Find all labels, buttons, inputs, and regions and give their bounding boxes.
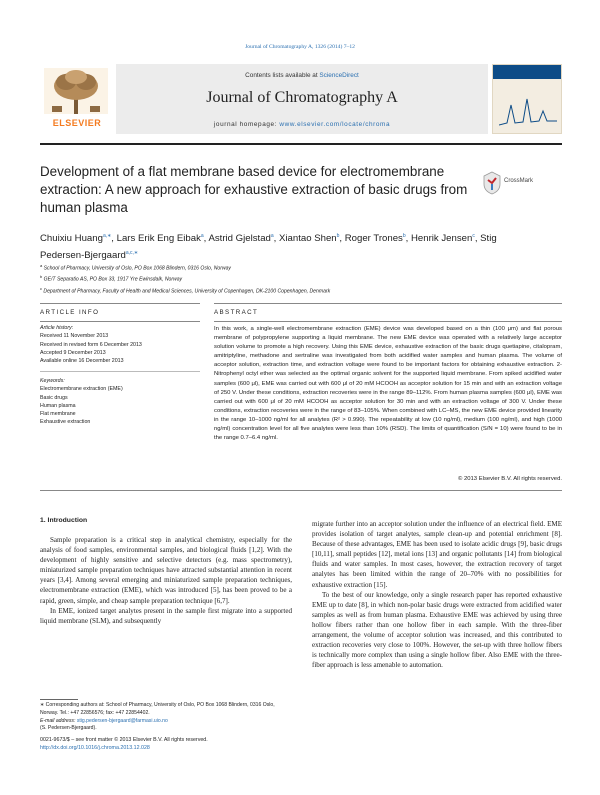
author[interactable]: Xiantao Shen$^b$ <box>279 233 340 245</box>
doi-link[interactable]: http://dx.doi.org/10.1016/j.chroma.2013.12.028 <box>40 744 150 751</box>
author[interactable]: Henrik Jensen$^c$ <box>410 233 475 245</box>
journal-masthead <box>40 64 562 144</box>
corresponding-note: ∗ Corresponding authors at: School of Pharmacy, University of Oslo, PO Box 1068 Blindern, 0316 Oslo, Norway. Tel.: +47 22856576; fax: +47 22854402. <box>40 702 275 716</box>
article-info-heading: ARTICLE INFO <box>40 309 100 316</box>
journal-banner <box>116 64 488 134</box>
crossmark-icon <box>482 171 502 195</box>
keyword: Basic drugs <box>40 394 68 401</box>
article-history <box>40 324 200 365</box>
cover-chromatogram-icon <box>499 95 557 129</box>
footnote-rule <box>40 699 78 700</box>
keyword: Electromembrane extraction (EME) <box>40 386 123 393</box>
author[interactable]: Lars Erik Eng Eibak$^a$ <box>116 233 204 245</box>
cover-band <box>493 65 561 79</box>
abstract-rule <box>214 321 562 322</box>
history-item: Received 11 November 2013 <box>40 333 109 340</box>
article-title: Development of a flat membrane based device for electromembrane extraction: A new approach for exhaustive extraction of basic drugs from human plasma <box>40 164 468 215</box>
issn-line: 0021-9673/$ – see front matter © 2013 Elsevier B.V. All rights reserved. <box>40 737 208 743</box>
article-info-rule <box>40 321 200 322</box>
masthead-rule <box>40 143 562 145</box>
email-note <box>40 718 292 726</box>
affiliation-c: $^c$ Department of Pharmacy, Faculty of Health and Medical Sciences, University of Copenhagen, DK-2100 Copenhagen, Denmark <box>40 285 331 295</box>
history-item: Received in revised form 6 December 2013 <box>40 341 142 348</box>
elsevier-tree-icon <box>44 68 108 114</box>
keywords-rule <box>40 371 200 372</box>
publisher-logo-block <box>40 64 114 134</box>
article-info-top-rule <box>40 303 200 304</box>
keywords-label: Keywords: <box>40 378 65 384</box>
abstract-top-rule <box>214 303 562 304</box>
body-paragraph: In EME, ionized target analytes present in the sample first migrate into a supported liquid membrane (SLM), and subsequently <box>40 606 292 625</box>
homepage-link[interactable]: www.elsevier.com/locate/chroma <box>279 121 391 128</box>
journal-homepage <box>116 121 488 128</box>
page-footer <box>40 737 440 752</box>
abstract-text <box>214 325 562 443</box>
author[interactable]: Roger Trones$^b$ <box>344 233 406 245</box>
history-label: Article history: <box>40 325 74 331</box>
author-list: Chuixiu Huang$^{a,∗}$, Lars Erik Eng Eibak$^a$, Astrid Gjelstad$^a$, Xiantao Shen$^b$, Roger Trones$^b$, Henrik Jensen$^c$, Stig Pedersen-Bjergaard$^{a,c,∗}$ <box>40 233 497 262</box>
contents-prefix: Contents lists available at <box>245 72 320 79</box>
footnotes <box>40 702 292 733</box>
sciencedirect-link[interactable]: ScienceDirect <box>319 72 359 79</box>
abstract-paragraph: In this work, a single-well electromembrane extraction (EME) device was developed based on a thin (100 μm) and flat porous membrane of polypropylene supporting a liquid membrane. The new EME device was operated with a relatively large acceptor solution volume to promote a high recovery. Using this EME device, exhaustive extraction of the basic drugs quetiapine, citalopram, amitriptyline, methadone and sertraline was investigated from both acidified water samples and human plasma. The volume of acceptor solution, extraction time, and extraction voltage were found to be important factors for obtaining exhaustive extraction. 2-Nitrophenyl octyl ether was selected as the optimal organic solvent for the supported liquid membrane. From spiked acidified water samples (600 μl), EME was carried out with 600 μl of 20 mM HCOOH as acceptor solution for 15 min and with an extraction voltage of 250 V. Under these conditions, extraction recoveries were in the range 89–112%. From human plasma samples (600 μl), EME was carried out with 600 μl of 20 mM HCOOH as acceptor solution for 30 min and with an extraction voltage of 300 V. Under these conditions, extraction recoveries were in the range of 83–105%. When combined with LC–MS, the new EME device provided linearity in the range 10–1000 ng/ml for all analytes (R² > 0.990). The repeatability at low (10 ng/ml), medium (100 ng/ml), and high (1000 ng/ml) concentration level for all five analytes were less than 10% (RSD). The limits of quantification (S/N = 10) were found to be in the range 0.7–6.4 ng/ml. <box>214 326 562 442</box>
keyword: Human plasma <box>40 402 76 409</box>
author[interactable]: Chuixiu Huang$^{a,∗}$ <box>40 233 112 245</box>
keyword: Flat membrane <box>40 411 76 418</box>
email-name: (S. Pedersen-Bjergaard). <box>40 725 97 732</box>
author[interactable]: Stig Pedersen-Bjergaard$^{a,c,∗}$ <box>40 233 497 262</box>
running-header[interactable]: Journal of Chromatography A, 1326 (2014) 7–12 <box>245 44 355 50</box>
body-column-left <box>40 535 292 626</box>
keywords <box>40 377 200 427</box>
history-item: Accepted 9 December 2013 <box>40 349 106 356</box>
abstract-bottom-rule <box>40 490 562 491</box>
crossmark-label: CrossMark <box>504 178 534 184</box>
homepage-prefix: journal homepage: <box>213 121 280 128</box>
email-label: E-mail address: <box>40 717 76 724</box>
journal-title: Journal of Chromatography A <box>206 89 398 106</box>
email-link[interactable]: stig.pedersen-bjergaard@farmasi.uio.no <box>76 717 168 724</box>
journal-cover-thumbnail <box>492 64 562 134</box>
keyword: Exhaustive extraction <box>40 419 91 426</box>
publisher-name: ELSEVIER <box>52 118 102 128</box>
history-item: Available online 16 December 2013 <box>40 358 124 365</box>
affiliation-b: $^b$ GE/T Separatio AS, PO Box 33, 1917 Yre Ewinsdalk, Norway <box>40 274 183 283</box>
crossmark-badge[interactable] <box>482 169 562 197</box>
abstract-heading: ABSTRACT <box>214 309 259 316</box>
affiliation-a: $^a$ School of Pharmacy, University of Oslo, PO Box 1068 Blindern, 0316 Oslo, Norway <box>40 263 231 272</box>
affiliations <box>40 262 562 296</box>
body-paragraph: Sample preparation is a critical step in analytical chemistry, especially for the analysis of food samples, environmental samples, and biological fluids [1,2]. With the development of highly sensitive and selective detectors (e.g. mass spectrometry), miniaturized sample preparation techniques have attracted substantial attention in recent years [3,4]. Among several emerging and miniaturized sample preparation techniques, electromembrane extraction (EME), which was introduced [5], has been proved to be a rapid, green, simple, and cheap sample preparation technique [6,7]. <box>40 536 292 605</box>
contents-line <box>116 72 488 79</box>
author[interactable]: Astrid Gjelstad$^a$ <box>208 233 274 245</box>
section-heading: 1. Introduction <box>40 517 88 524</box>
abstract-copyright: © 2013 Elsevier B.V. All rights reserved. <box>458 476 562 482</box>
body-paragraph: To the best of our knowledge, only a single research paper has reported exhaustive EME up to date [8], in which non-polar basic drugs were extracted from acidified water samples as well as from human plasma. Exhaustive EME was achieved by using three hollow fibers rather than one hollow fiber in each sample. With the three-fiber arrangement, the volume of acceptor solution was increased, and this contributed to extraction recoveries very close to 100%. However, the set-up with three hollow fibers is technically more complex than using a single hollow fiber. Also EME with the three-fiber approach is less amenable to automation. <box>312 590 562 670</box>
body-paragraph: migrate further into an acceptor solution under the influence of an electrical field. EME provides isolation of target analytes, sample clean-up and potential enrichment [8]. Because of these advantages, EME has been used to isolate acidic drugs [9], basic drugs [10,11], small peptides [12], metal ions [13] and organic pollutants [14] from biological fluids and water samples. In most cases, however, the extraction recovery of target analytes has been limited within the range of 20–70% with no possibilities for exhaustive extraction [15]. <box>312 520 562 589</box>
body-column-right <box>312 519 562 670</box>
